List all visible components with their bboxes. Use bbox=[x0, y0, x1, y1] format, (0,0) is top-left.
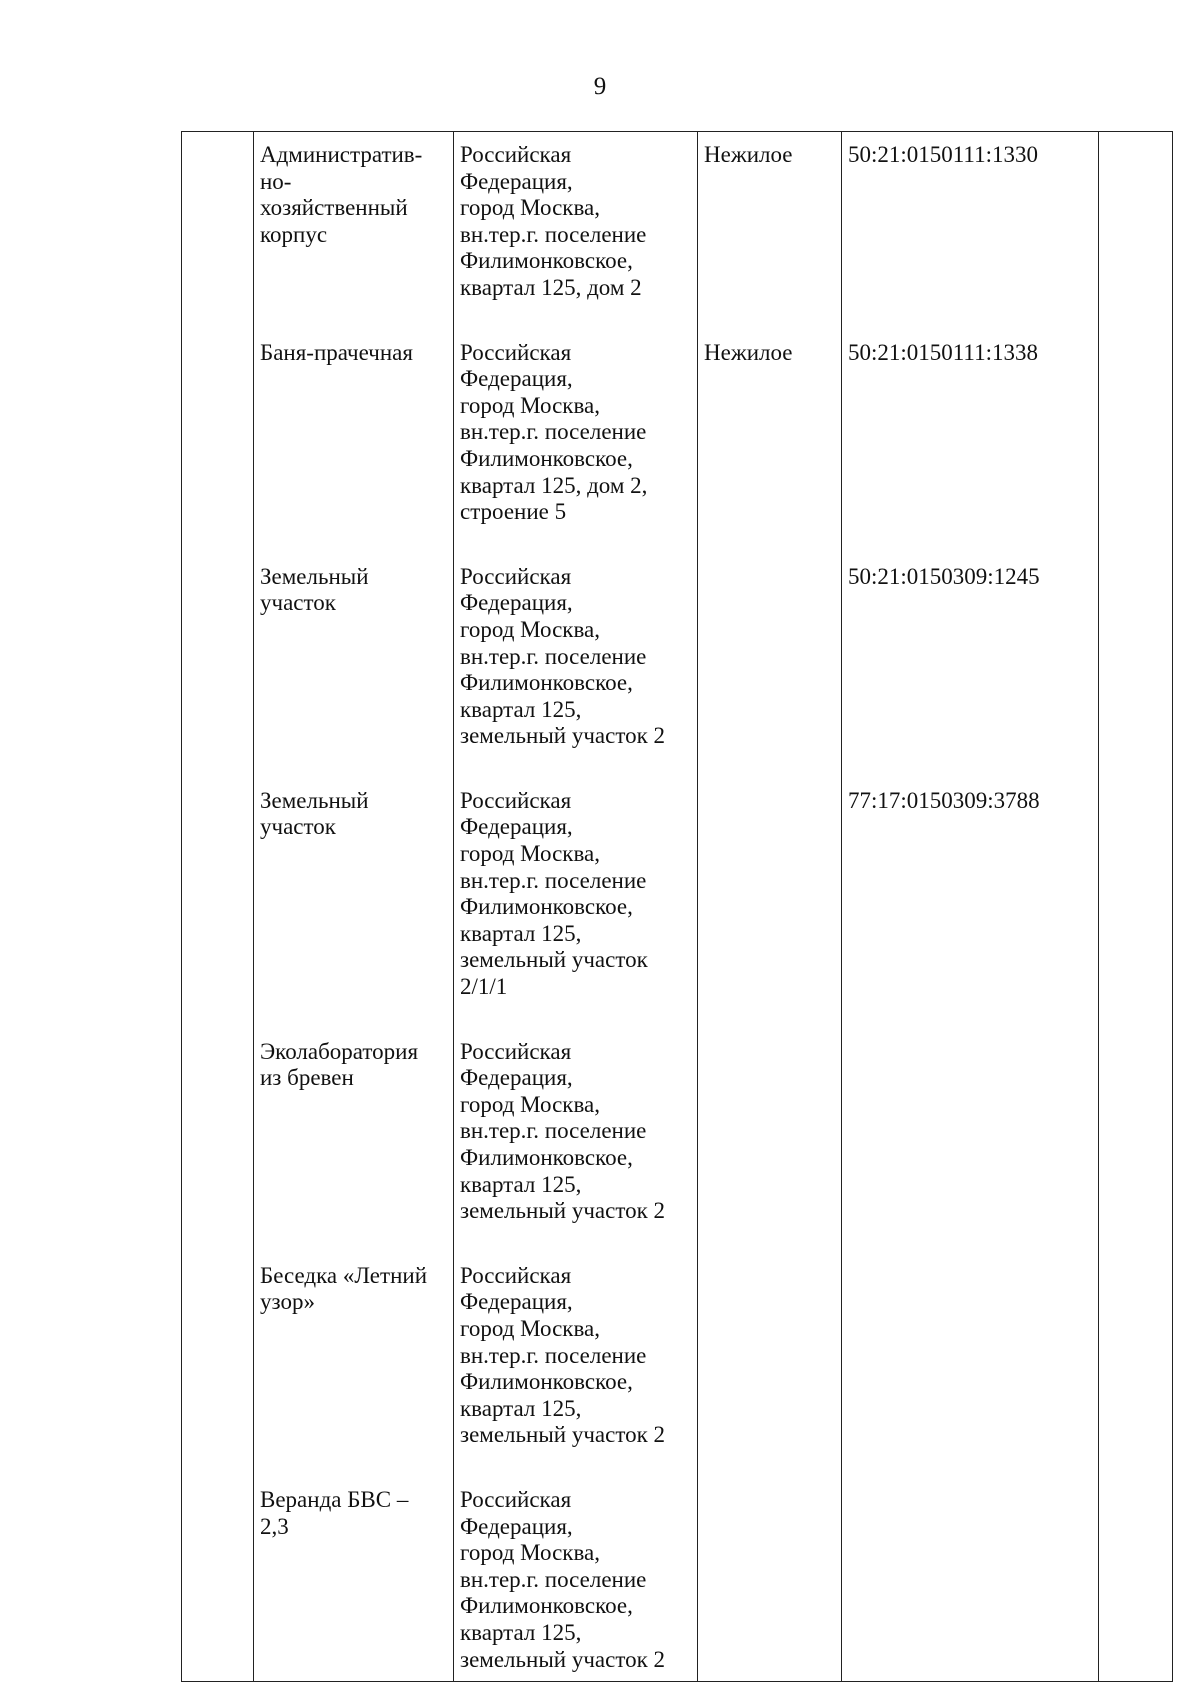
cadastral-number-cell bbox=[842, 1029, 1099, 1253]
row-number-cell bbox=[182, 330, 254, 554]
address-cell: Российская Федерация, город Москва, вн.тер.г. поселение Филимонковское, квартал 125, земельный участок 2/1/1 bbox=[454, 778, 698, 1029]
table-row bbox=[182, 778, 1173, 1029]
table-row bbox=[182, 132, 1173, 330]
extra-cell bbox=[1099, 330, 1173, 554]
page-number: 9 bbox=[593, 73, 607, 100]
row-number-cell bbox=[182, 554, 254, 778]
row-number-cell bbox=[182, 132, 254, 330]
row-number-cell bbox=[182, 778, 254, 1029]
extra-cell bbox=[1099, 778, 1173, 1029]
extra-cell bbox=[1099, 1253, 1173, 1477]
property-table bbox=[181, 131, 1173, 1682]
row-number-cell bbox=[182, 1029, 254, 1253]
table-row bbox=[182, 330, 1173, 554]
address-cell: Российская Федерация, город Москва, вн.тер.г. поселение Филимонковское, квартал 125, земельный участок 2 bbox=[454, 554, 698, 778]
table-row bbox=[182, 1253, 1173, 1477]
address-cell: Российская Федерация, город Москва, вн.тер.г. поселение Филимонковское, квартал 125, земельный участок 2 bbox=[454, 1477, 698, 1682]
object-type-cell: Нежилое bbox=[698, 330, 842, 554]
object-name-cell: Веранда БВС – 2,3 bbox=[254, 1477, 454, 1682]
object-name-cell: Баня-прачечная bbox=[254, 330, 454, 554]
row-number-cell bbox=[182, 1477, 254, 1682]
object-type-cell bbox=[698, 778, 842, 1029]
object-type-cell bbox=[698, 1477, 842, 1682]
object-name-cell: Эколаборатория из бревен bbox=[254, 1029, 454, 1253]
address-cell: Российская Федерация, город Москва, вн.тер.г. поселение Филимонковское, квартал 125, дом 2, строение 5 bbox=[454, 330, 698, 554]
object-name-cell: Административ- но- хозяйственный корпус bbox=[254, 132, 454, 330]
address-cell: Российская Федерация, город Москва, вн.тер.г. поселение Филимонковское, квартал 125, земельный участок 2 bbox=[454, 1253, 698, 1477]
cadastral-number-cell: 50:21:0150111:1338 bbox=[842, 330, 1099, 554]
address-cell: Российская Федерация, город Москва, вн.тер.г. поселение Филимонковское, квартал 125, земельный участок 2 bbox=[454, 1029, 698, 1253]
object-name-cell: Беседка «Летний узор» bbox=[254, 1253, 454, 1477]
table-row bbox=[182, 1029, 1173, 1253]
table-row bbox=[182, 554, 1173, 778]
row-number-cell bbox=[182, 1253, 254, 1477]
cadastral-number-cell bbox=[842, 1477, 1099, 1682]
extra-cell bbox=[1099, 554, 1173, 778]
cadastral-number-cell: 77:17:0150309:3788 bbox=[842, 778, 1099, 1029]
object-name-cell: Земельный участок bbox=[254, 778, 454, 1029]
extra-cell bbox=[1099, 1029, 1173, 1253]
extra-cell bbox=[1099, 1477, 1173, 1682]
object-name-cell: Земельный участок bbox=[254, 554, 454, 778]
object-type-cell bbox=[698, 1253, 842, 1477]
object-type-cell: Нежилое bbox=[698, 132, 842, 330]
extra-cell bbox=[1099, 132, 1173, 330]
object-type-cell bbox=[698, 1029, 842, 1253]
table-row bbox=[182, 1477, 1173, 1682]
cadastral-number-cell bbox=[842, 1253, 1099, 1477]
address-cell: Российская Федерация, город Москва, вн.тер.г. поселение Филимонковское, квартал 125, дом 2 bbox=[454, 132, 698, 330]
cadastral-number-cell: 50:21:0150309:1245 bbox=[842, 554, 1099, 778]
cadastral-number-cell: 50:21:0150111:1330 bbox=[842, 132, 1099, 330]
object-type-cell bbox=[698, 554, 842, 778]
